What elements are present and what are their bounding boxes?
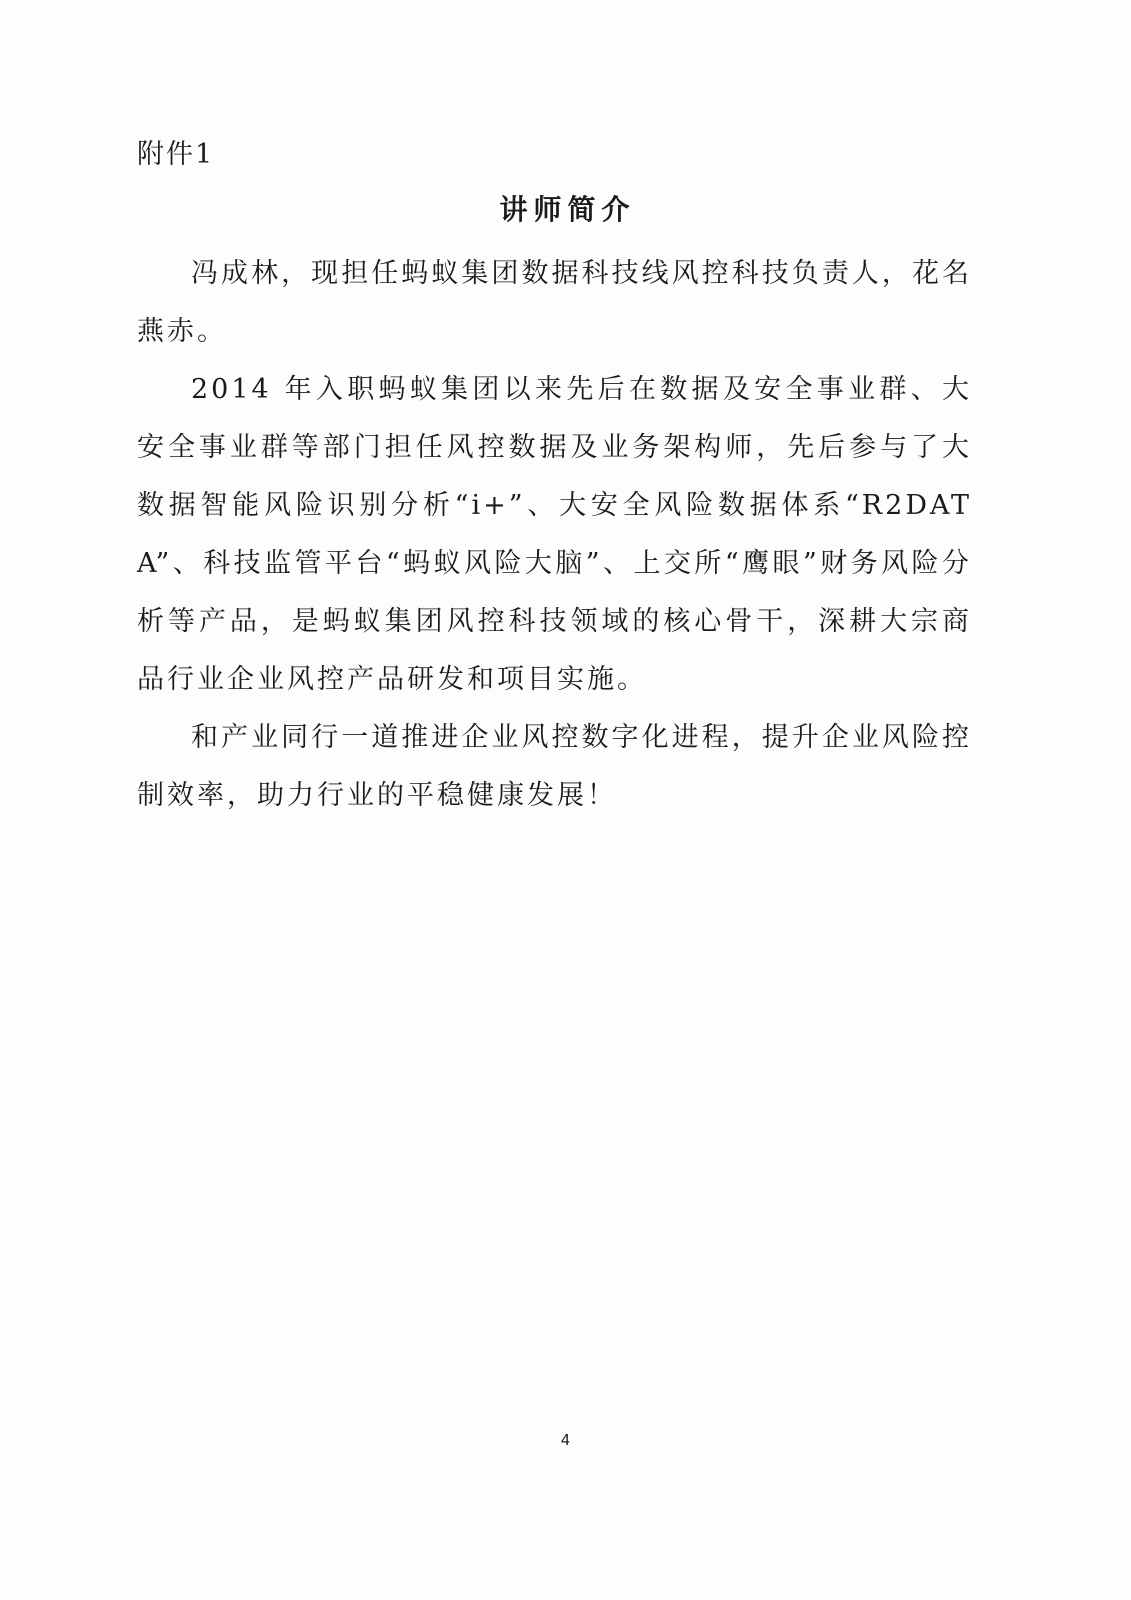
page-number: 4 <box>560 1431 571 1449</box>
document-title: 讲师简介 <box>499 193 636 226</box>
document-body <box>137 245 972 825</box>
attachment-label: 附件1 <box>137 139 215 170</box>
paragraph-mission: 和产业同行一道推进企业风控数字化进程，提升企业风险控制效率，助力行业的平稳健康发展！ <box>137 722 972 811</box>
paragraph-career: 2014 年入职蚂蚁集团以来先后在数据及安全事业群、大安全事业群等部门担任风控数据及业务架构师，先后参与了大数据智能风险识别分析“i+”、大安全风险数据体系“R2DATA”、科技监管平台“蚂蚁风险大脑”、上交所“鹰眼”财务风险分析等产品，是蚂蚁集团风控科技领域的核心骨干，深耕大宗商品行业企业风控产品研发和项目实施。 <box>137 374 972 695</box>
paragraph-intro: 冯成林，现担任蚂蚁集团数据科技线风控科技负责人，花名燕赤。 <box>137 258 972 347</box>
